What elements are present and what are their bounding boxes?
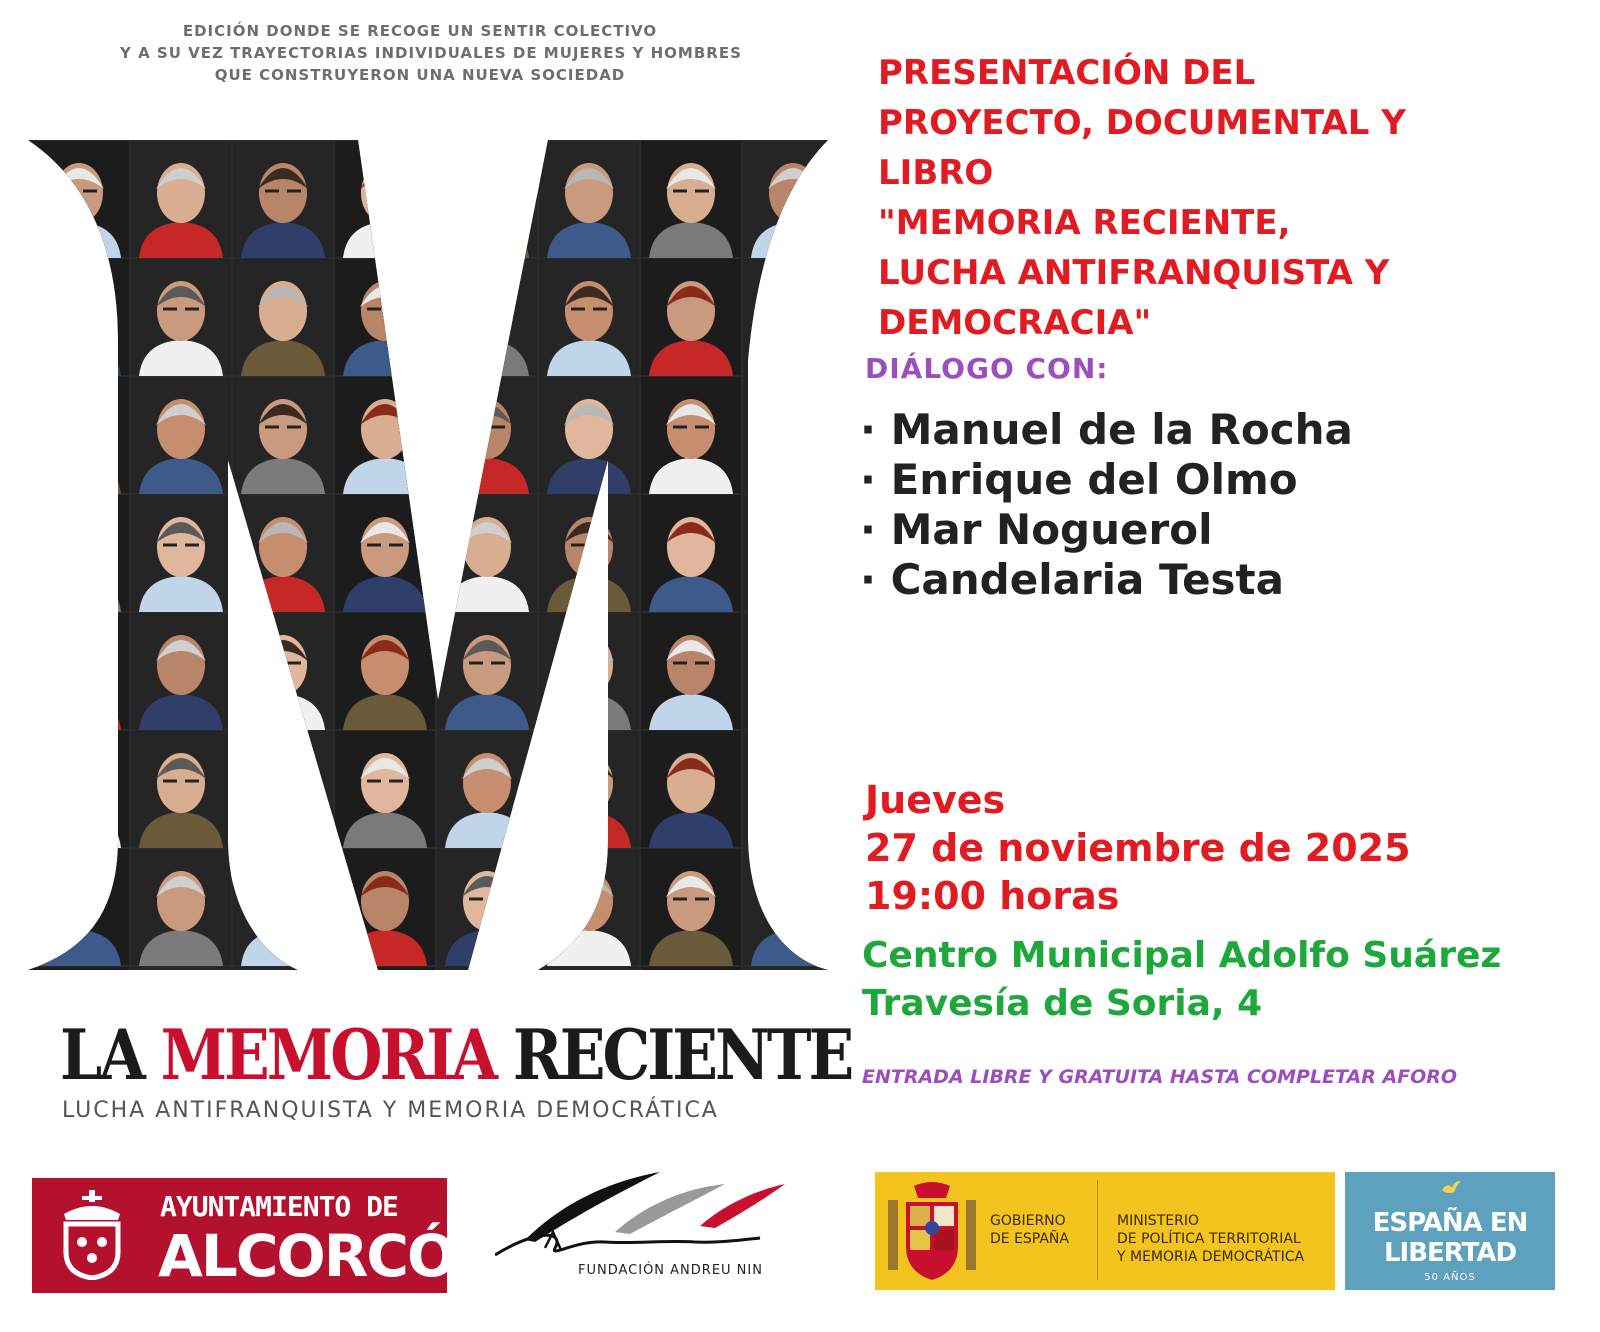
portrait-photo bbox=[845, 967, 848, 990]
portrait-photo bbox=[335, 495, 435, 612]
libertad-title bbox=[1345, 1208, 1555, 1268]
government-name bbox=[990, 1212, 1069, 1248]
portrait-photo bbox=[29, 849, 129, 966]
portrait-photo bbox=[29, 141, 129, 258]
andreu-nin-logo bbox=[495, 1170, 795, 1270]
speaker-list bbox=[860, 405, 1560, 605]
portrait-photo bbox=[233, 849, 333, 966]
portrait-photo bbox=[437, 731, 537, 848]
portrait-photo bbox=[335, 731, 435, 848]
entry-notice: ENTRADA LIBRE Y GRATUITA HASTA COMPLETAR AFORO bbox=[862, 1066, 1458, 1088]
portrait-photo bbox=[437, 495, 537, 612]
portrait-photo bbox=[437, 967, 537, 990]
portrait-photo bbox=[743, 141, 843, 258]
portrait-photo bbox=[539, 495, 639, 612]
portrait-photo bbox=[29, 377, 129, 494]
ministry-name bbox=[1117, 1212, 1304, 1266]
tagline-line-3: QUE CONSTRUYERON UNA NUEVA SOCIEDAD bbox=[214, 66, 626, 84]
portrait-photo bbox=[233, 495, 333, 612]
ministry-line-2: DE POLÍTICA TERRITORIAL bbox=[1117, 1231, 1301, 1247]
portrait-photo bbox=[233, 377, 333, 494]
event-datetime bbox=[865, 776, 1411, 920]
presentation-line: LIBRO bbox=[878, 153, 994, 193]
portrait-photo bbox=[539, 377, 639, 494]
portrait-photo bbox=[131, 259, 231, 376]
presentation-line: PROYECTO, DOCUMENTAL Y bbox=[878, 103, 1406, 143]
portrait-photo bbox=[845, 613, 848, 730]
nin-caption: FUNDACIÓN ANDREU NIN bbox=[578, 1263, 763, 1278]
libertad-line-2: LIBERTAD bbox=[1383, 1238, 1517, 1268]
portrait-photo bbox=[845, 141, 848, 258]
portrait-photo bbox=[233, 141, 333, 258]
logo-title-part3: RECIENTE bbox=[494, 1015, 852, 1097]
portrait-photo bbox=[29, 495, 129, 612]
portrait-photo bbox=[233, 731, 333, 848]
event-venue: Centro Municipal Adolfo Suárez bbox=[862, 935, 1502, 976]
event-day: Jueves bbox=[865, 778, 1006, 822]
portrait-photo bbox=[131, 613, 231, 730]
portrait-photo bbox=[641, 849, 741, 966]
portrait-photo bbox=[539, 731, 639, 848]
portrait-photo bbox=[335, 613, 435, 730]
portrait-photo bbox=[131, 377, 231, 494]
logo-subtitle: LUCHA ANTIFRANQUISTA Y MEMORIA DEMOCRÁTICA bbox=[62, 1098, 719, 1123]
dove-icon bbox=[1440, 1180, 1462, 1196]
portrait-photo bbox=[641, 259, 741, 376]
presentation-line: DEMOCRACIA" bbox=[878, 303, 1152, 343]
libertad-line-1: ESPAÑA EN bbox=[1372, 1208, 1528, 1238]
portrait-photo bbox=[845, 849, 848, 966]
portrait-photo bbox=[335, 259, 435, 376]
spain-coat-of-arms-icon bbox=[884, 1180, 980, 1284]
portrait-photo bbox=[131, 849, 231, 966]
portrait-photo bbox=[335, 141, 435, 258]
ministry-line-3: Y MEMORIA DEMOCRÁTICA bbox=[1117, 1249, 1305, 1265]
portrait-photo bbox=[845, 259, 848, 376]
portrait-photo bbox=[437, 613, 537, 730]
portrait-photo bbox=[743, 377, 843, 494]
presentation-line: "MEMORIA RECIENTE, bbox=[878, 203, 1291, 243]
alcorcon-shield-icon bbox=[52, 1190, 132, 1280]
portrait-photo bbox=[437, 141, 537, 258]
portrait-photo bbox=[131, 141, 231, 258]
portrait-photo bbox=[743, 849, 843, 966]
portrait-photo bbox=[29, 613, 129, 730]
government-divider bbox=[1097, 1180, 1098, 1280]
gov-line-2: DE ESPAÑA bbox=[990, 1231, 1069, 1247]
portrait-photo bbox=[335, 967, 435, 990]
portrait-photo bbox=[539, 259, 639, 376]
presentation-heading bbox=[878, 48, 1568, 348]
portrait-photo bbox=[743, 967, 843, 990]
tagline-line-1: EDICIÓN DONDE SE RECOGE UN SENTIR COLECTIVO bbox=[182, 22, 658, 40]
presentation-line: PRESENTACIÓN DEL bbox=[878, 53, 1256, 93]
portrait-photo bbox=[641, 377, 741, 494]
alcorcon-line-2: ALCORCÓN bbox=[158, 1222, 501, 1290]
portrait-photo bbox=[641, 967, 741, 990]
speaker-item: · Enrique del Olmo bbox=[860, 455, 1298, 504]
portrait-photo bbox=[131, 967, 231, 990]
dialog-label: DIÁLOGO CON: bbox=[865, 352, 1109, 385]
portrait-photo bbox=[743, 495, 843, 612]
portrait-photo bbox=[743, 613, 843, 730]
event-address: Travesía de Soria, 4 bbox=[862, 983, 1263, 1024]
speaker-item: · Candelaria Testa bbox=[860, 555, 1284, 604]
portrait-photo bbox=[845, 377, 848, 494]
portrait-photo bbox=[233, 259, 333, 376]
tagline-line-2: Y A SU VEZ TRAYECTORIAS INDIVIDUALES DE MUJERES Y HOMBRES bbox=[120, 44, 742, 62]
portrait-photo bbox=[641, 141, 741, 258]
portrait-photo bbox=[641, 495, 741, 612]
libertad-years: 50 AÑOS bbox=[1424, 1272, 1476, 1283]
portrait-photo bbox=[539, 849, 639, 966]
portrait-photo bbox=[437, 259, 537, 376]
presentation-line: LUCHA ANTIFRANQUISTA Y bbox=[878, 253, 1390, 293]
portrait-photo bbox=[743, 259, 843, 376]
portrait-photo bbox=[845, 731, 848, 848]
ministry-line-1: MINISTERIO bbox=[1117, 1213, 1199, 1229]
portrait-photo bbox=[743, 731, 843, 848]
portrait-photo bbox=[335, 849, 435, 966]
portrait-grid bbox=[28, 140, 848, 990]
portrait-photo bbox=[29, 967, 129, 990]
header-tagline bbox=[120, 20, 742, 86]
speaker-item: · Manuel de la Rocha bbox=[860, 405, 1353, 454]
event-date: 27 de noviembre de 2025 bbox=[865, 826, 1411, 870]
portrait-photo bbox=[539, 967, 639, 990]
portrait-photo bbox=[539, 141, 639, 258]
portrait-photo bbox=[845, 495, 848, 612]
portrait-photo bbox=[335, 377, 435, 494]
alcorcon-line-1: AYUNTAMIENTO DE bbox=[160, 1190, 398, 1223]
portrait-photo bbox=[539, 613, 639, 730]
portrait-photo bbox=[437, 849, 537, 966]
portrait-photo bbox=[641, 613, 741, 730]
portrait-photo bbox=[233, 613, 333, 730]
portrait-photo bbox=[29, 259, 129, 376]
logo-title-highlight: MEMORIA bbox=[160, 1015, 495, 1097]
speaker-item: · Mar Noguerol bbox=[860, 505, 1213, 554]
portrait-photo bbox=[29, 731, 129, 848]
m-portrait-collage bbox=[28, 140, 848, 990]
portrait-photo bbox=[437, 377, 537, 494]
event-location bbox=[862, 932, 1501, 1028]
portrait-photo bbox=[641, 731, 741, 848]
event-time: 19:00 horas bbox=[865, 874, 1120, 918]
gov-line-1: GOBIERNO bbox=[990, 1213, 1066, 1229]
portrait-photo bbox=[131, 731, 231, 848]
portrait-photo bbox=[131, 495, 231, 612]
portrait-photo bbox=[233, 967, 333, 990]
logo-title bbox=[60, 1010, 852, 1102]
logo-title-part1: LA bbox=[60, 1015, 161, 1097]
